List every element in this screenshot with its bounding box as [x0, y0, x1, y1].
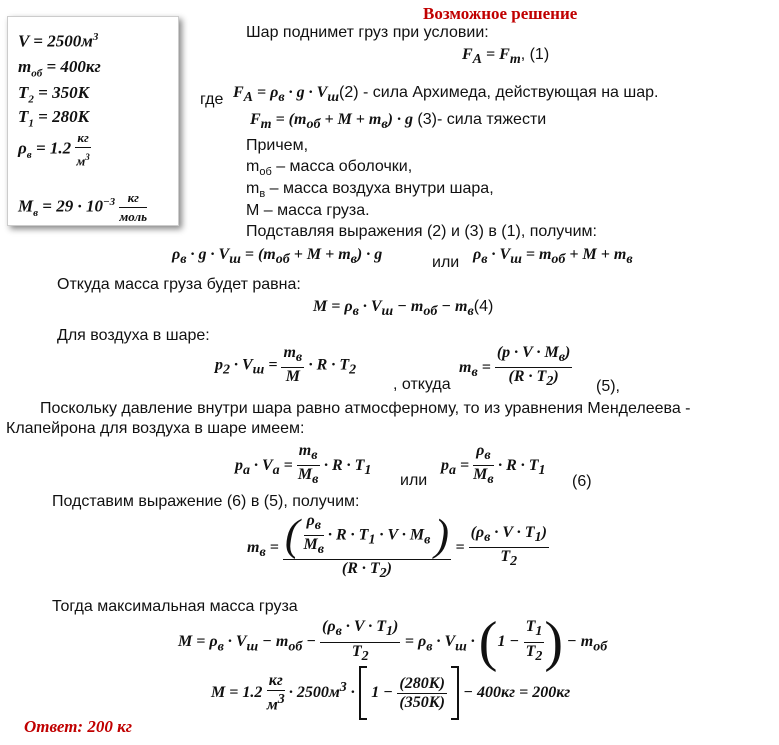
- given-t1: $T_1 = 280К$: [18, 107, 90, 130]
- equation-10: $m_в$ = ( $\frac{\rho_в}{M_в}$ · $R \cdot T_1 \cdot V \cdot M_в$ ) $(R \cdot T_2)$ = $\frac{(\rho_в \cdot V \cdot T_1)}{T_2}$: [247, 510, 547, 582]
- equation-11: $M = \rho_в \cdot V_ш - m_{об}$ − $\frac{(\rho_в \cdot V \cdot T_1)}{T_2}$ = $\rho_в \cdot V_ш \cdot (1$ − $\frac{T_1}{T_2}$ ) − $m_{об}$: [178, 611, 608, 673]
- solution-heading: Возможное решение: [423, 4, 578, 23]
- equation-8: $p_a \cdot V_a$ = $\frac{m_в}{M_в}$ · $R \cdot T_1$: [235, 442, 372, 488]
- given-molar-mass: $M_в = 29 \cdot 10^{-3}$ $\frac{кг}{\text{моль}}$: [18, 190, 148, 224]
- equation-2: $F_A = \rho_в \cdot g \cdot V_ш(2)$ - сила Архимеда, действующая на шар.: [233, 84, 659, 106]
- air-in-balloon-text: Для воздуха в шаре:: [57, 327, 210, 344]
- ili-label: или: [432, 254, 460, 271]
- prichem-text: Причем,: [246, 137, 309, 154]
- pressure-text-2: Клапейрона для воздуха в шаре имеем:: [6, 420, 305, 437]
- given-density: $\rho_в = 1.2$ $\frac{кг}{м^3}$: [18, 130, 90, 169]
- equation-9: $p_a$ = $\frac{\rho_в}{M_в}$ · $R \cdot T_1$: [441, 442, 546, 488]
- otkuda-label: , откуда: [393, 376, 451, 393]
- equation-7: $m_в$ = $\frac{(p \cdot V \cdot M_в)}{(R \cdot T_2)}$: [459, 344, 571, 390]
- equation-3: $F_т = (m_{об} + M + m_в) \cdot g$ (3)- сила тяжести: [250, 111, 547, 133]
- equation-12: M = 1.2 $\frac{кг}{м^3}$ · $2500м^3 \cdot 1$ − $\frac{(280К)}{(350К)}$ − 400кг = 200кг: [211, 666, 570, 720]
- given-data-box: [7, 16, 179, 226]
- answer: Ответ: 200 кг: [24, 717, 132, 736]
- given-volume: $V = 2500м^3$: [18, 31, 99, 51]
- substitution-text: Подставляя выражения (2) и (3) в (1), получим:: [246, 223, 597, 240]
- max-mass-text: Тогда максимальная масса груза: [52, 598, 298, 615]
- otkuda-text: Откуда масса груза будет равна:: [57, 276, 301, 293]
- pressure-text-1: Поскольку давление внутри шара равно атмосферному, то из уравнения Менделеева -: [40, 400, 691, 417]
- given-t2: $T_2 = 350К$: [18, 83, 90, 106]
- equation-4b: $\rho_в \cdot V_ш = m_{об} + M + m_в$: [473, 246, 633, 268]
- substitute-text: Подставим выражение (6) в (5), получим:: [52, 493, 360, 510]
- eq9-label: (6): [572, 473, 592, 490]
- eq7-label: (5),: [596, 378, 620, 395]
- shell-mass-def: $m_{об}$ – масса оболочки,: [246, 158, 413, 179]
- equation-1: $F_A = F_т$, (1): [462, 46, 550, 68]
- gde-label: где: [200, 91, 224, 108]
- equation-5: $M = \rho_в \cdot V_ш - m_{об} - m_в(4)$: [313, 298, 494, 320]
- given-shell-mass: $m_{об} = 400кг$: [18, 57, 101, 80]
- cargo-mass-def: М – масса груза.: [246, 202, 370, 219]
- condition-text: Шар поднимет груз при условии:: [246, 24, 489, 41]
- equation-4a: $\rho_в \cdot g \cdot V_ш = (m_{об} + M + m_в) \cdot g$: [172, 246, 383, 268]
- equation-6: $p_2 \cdot V_ш$ = $\frac{m_в}{M}$ · $R \cdot T_2$: [215, 344, 357, 386]
- ili-label-2: или: [400, 472, 428, 489]
- air-mass-def: $m_в$ – масса воздуха внутри шара,: [246, 180, 494, 201]
